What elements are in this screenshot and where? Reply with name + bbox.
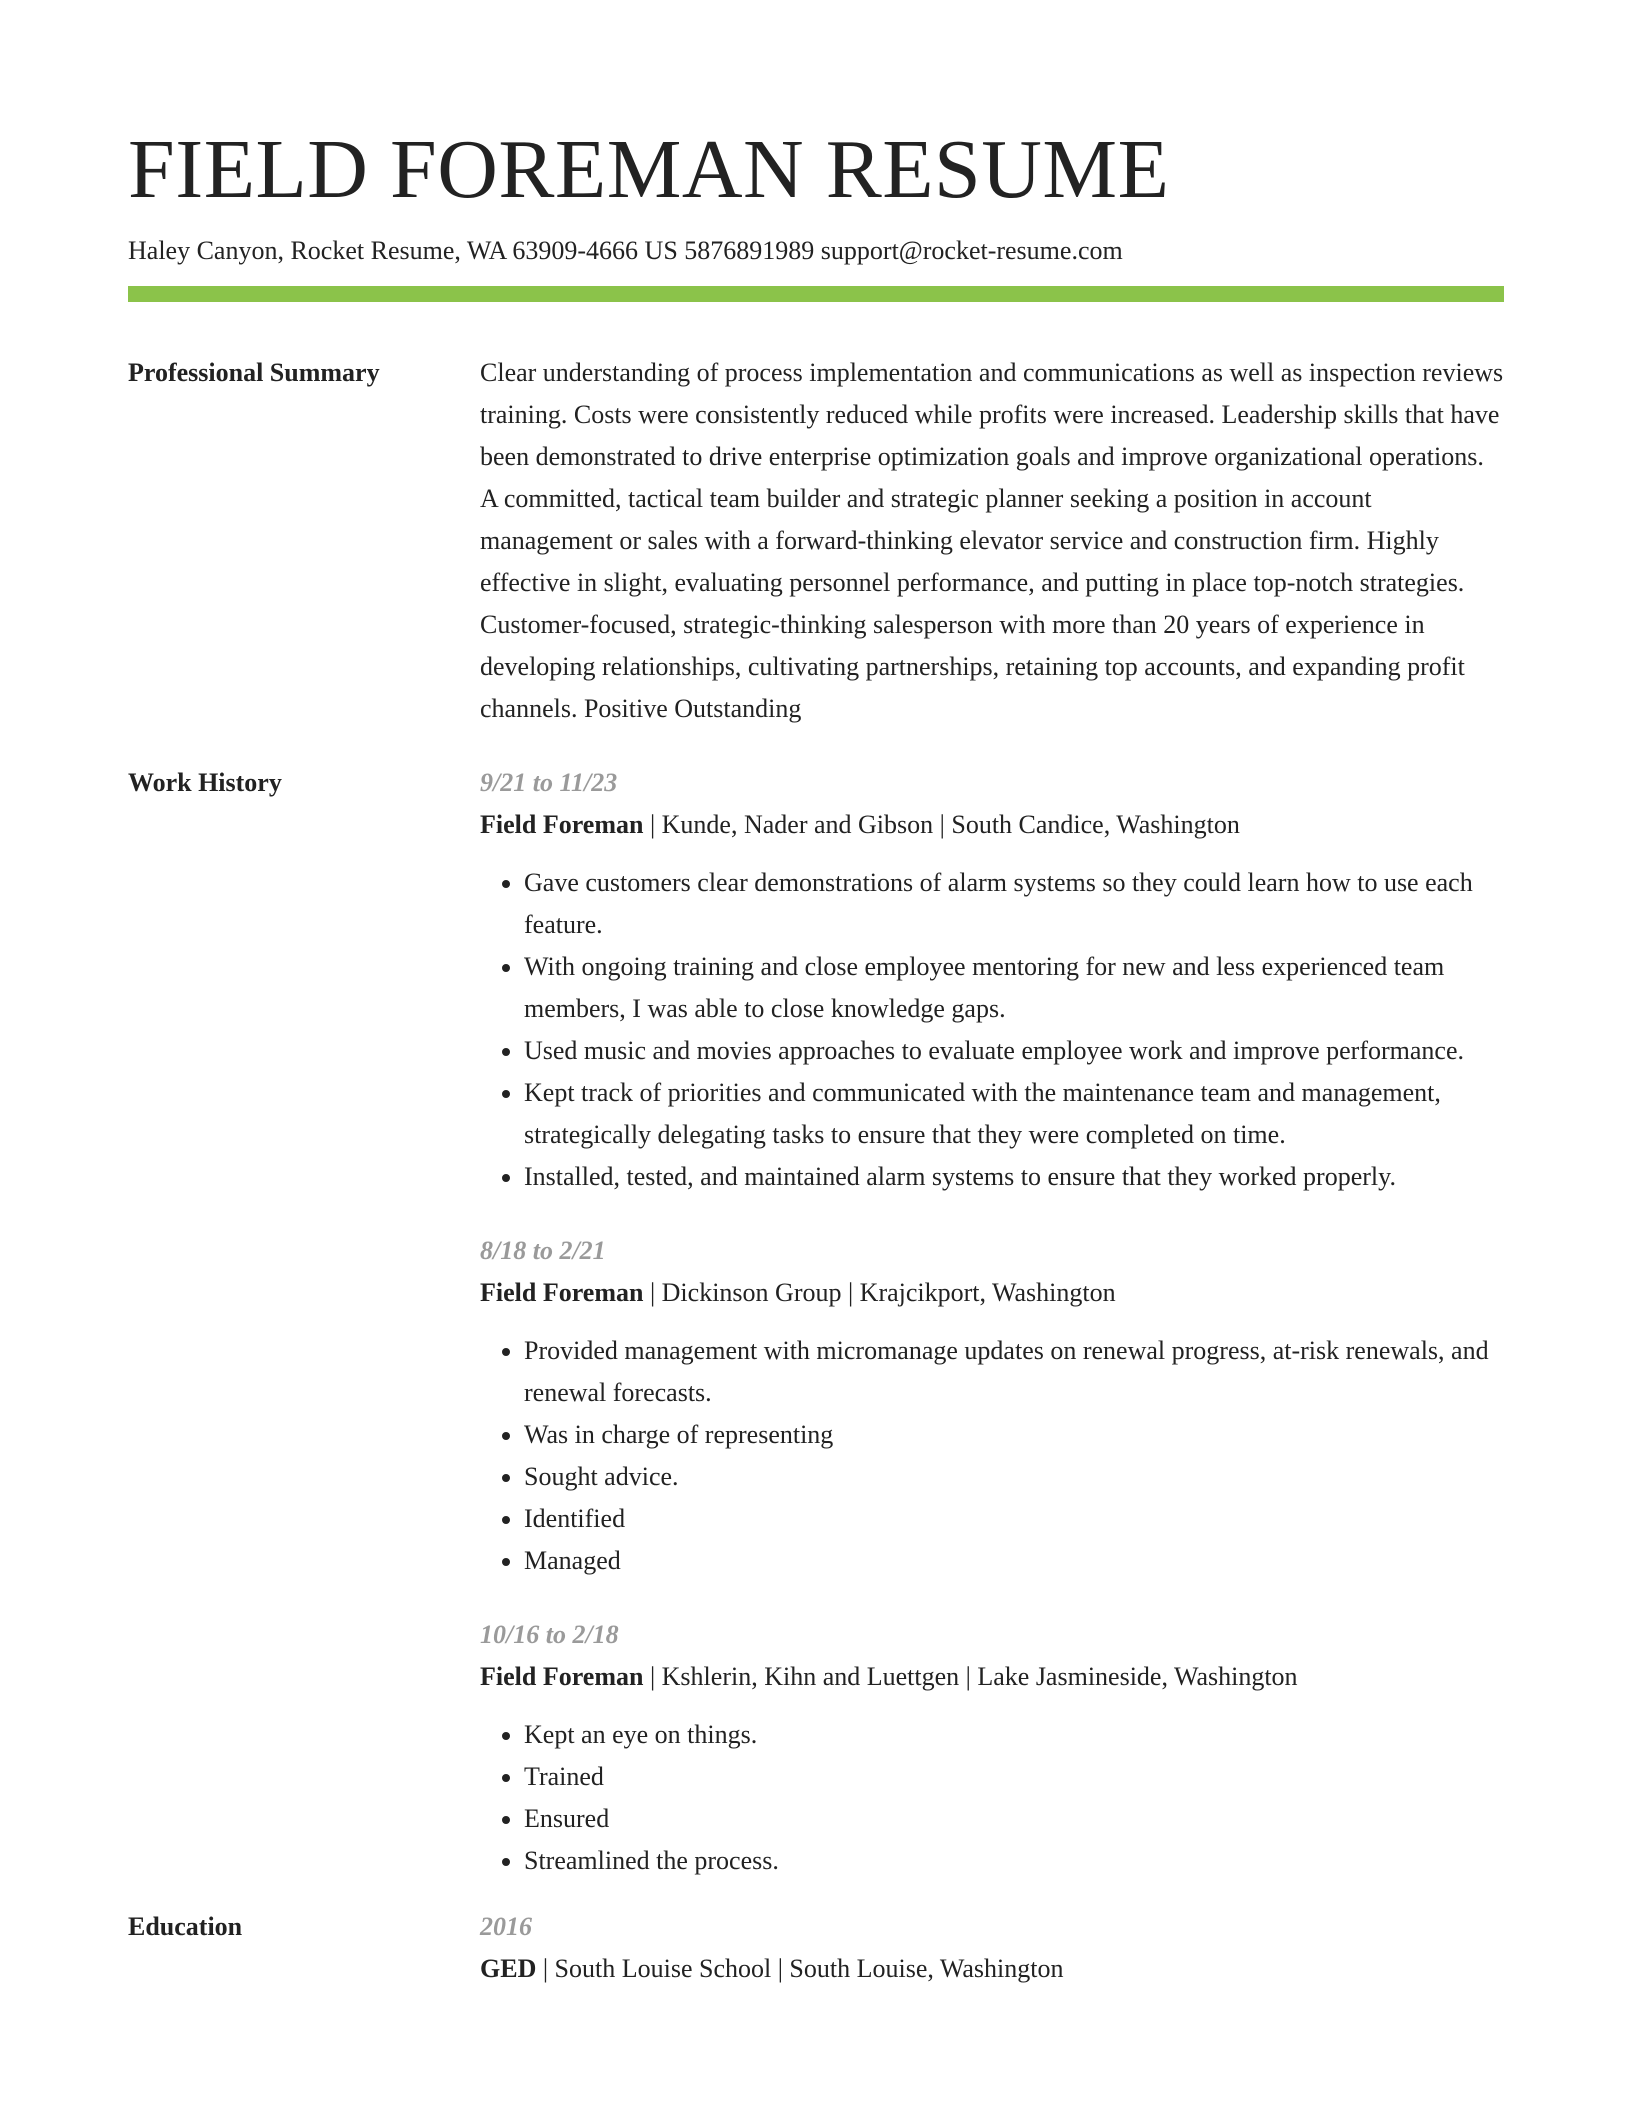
professional-summary-body bbox=[480, 352, 1504, 730]
job-entry bbox=[480, 762, 1504, 1198]
job-bullet: • Identified bbox=[524, 1498, 1504, 1540]
job-bullet-list bbox=[480, 1330, 1504, 1582]
job-bullet-list bbox=[480, 1714, 1504, 1882]
job-bullet: • Sought advice. bbox=[524, 1456, 1504, 1498]
education-details: | South Louise School | South Louise, Washington bbox=[536, 1954, 1064, 1983]
education-heading bbox=[480, 1948, 1504, 1990]
job-bullet: • With ongoing training and close employee mentoring for new and less experienced team members, I was able to close knowledge gaps. bbox=[524, 946, 1504, 1030]
summary-text: Clear understanding of process implementation and communications as well as inspection reviews training. Costs were consistently reduced while profits were increased. Leadership skills that have been demonstrated to drive enterprise optimization goals and improve organizational operations. A committed, tactical team builder and strategic planner seeking a position in account management or sales with a forward-thinking elevator service and construction firm. Highly effective in slight, evaluating personnel performance, and putting in place top-notch strategies. Customer-focused, strategic-thinking salesperson with more than 20 years of experience in developing relationships, cultivating partnerships, retaining top accounts, and expanding profit channels. Positive Outstanding bbox=[480, 358, 1504, 723]
education-body bbox=[480, 1906, 1504, 1990]
section-label-work-history: Work History bbox=[128, 768, 282, 797]
job-bullet: • Kept track of priorities and communicated with the maintenance team and management, strategically delegating tasks to ensure that they were completed on time. bbox=[524, 1072, 1504, 1156]
job-entry bbox=[480, 1614, 1504, 1882]
resume-page bbox=[128, 0, 1504, 1990]
education-degree: GED bbox=[480, 1954, 537, 1983]
job-bullet: • Kept an eye on things. bbox=[524, 1714, 1504, 1756]
job-title: Field Foreman bbox=[480, 810, 644, 839]
job-bullet: • Installed, tested, and maintained alarm systems to ensure that they worked properly. bbox=[524, 1156, 1504, 1198]
job-bullet: • Used music and movies approaches to evaluate employee work and improve performance. bbox=[524, 1030, 1504, 1072]
job-bullet: • Trained bbox=[524, 1756, 1504, 1798]
section-label-education: Education bbox=[128, 1912, 243, 1941]
section-label-professional-summary: Professional Summary bbox=[128, 358, 380, 387]
education-date: 2016 bbox=[480, 1912, 532, 1941]
job-bullet: • Provided management with micromanage updates on renewal progress, at-risk renewals, and renewal forecasts. bbox=[524, 1330, 1504, 1414]
professional-summary-section bbox=[128, 352, 1504, 730]
job-date: 10/16 to 2/18 bbox=[480, 1620, 619, 1649]
job-heading bbox=[480, 1272, 1504, 1314]
job-bullet: • Managed bbox=[524, 1540, 1504, 1582]
job-bullet: • Gave customers clear demonstrations of alarm systems so they could learn how to use each feature. bbox=[524, 862, 1504, 946]
education-section bbox=[128, 1906, 1504, 1990]
job-details: | Dickinson Group | Krajcikport, Washington bbox=[643, 1278, 1116, 1307]
job-details: | Kshlerin, Kihn and Luettgen | Lake Jasmineside, Washington bbox=[643, 1662, 1298, 1691]
work-history-section bbox=[128, 762, 1504, 1882]
job-entry bbox=[480, 1230, 1504, 1582]
job-bullet: • Streamlined the process. bbox=[524, 1840, 1504, 1882]
job-bullet: • Ensured bbox=[524, 1798, 1504, 1840]
work-history-body bbox=[480, 762, 1504, 1882]
job-date: 8/18 to 2/21 bbox=[480, 1236, 606, 1265]
job-bullet: • Was in charge of representing bbox=[524, 1414, 1504, 1456]
job-date: 9/21 to 11/23 bbox=[480, 768, 618, 797]
job-title: Field Foreman bbox=[480, 1662, 644, 1691]
resume-title: FIELD FOREMAN RESUME bbox=[128, 123, 1170, 216]
job-heading bbox=[480, 804, 1504, 846]
job-title: Field Foreman bbox=[480, 1278, 644, 1307]
job-heading bbox=[480, 1656, 1504, 1698]
job-bullet-list bbox=[480, 862, 1504, 1198]
contact-line: Haley Canyon, Rocket Resume, WA 63909-4666 US 5876891989 support@rocket-resume.com bbox=[128, 236, 1123, 265]
header-divider bbox=[128, 286, 1504, 302]
job-details: | Kunde, Nader and Gibson | South Candice, Washington bbox=[643, 810, 1240, 839]
